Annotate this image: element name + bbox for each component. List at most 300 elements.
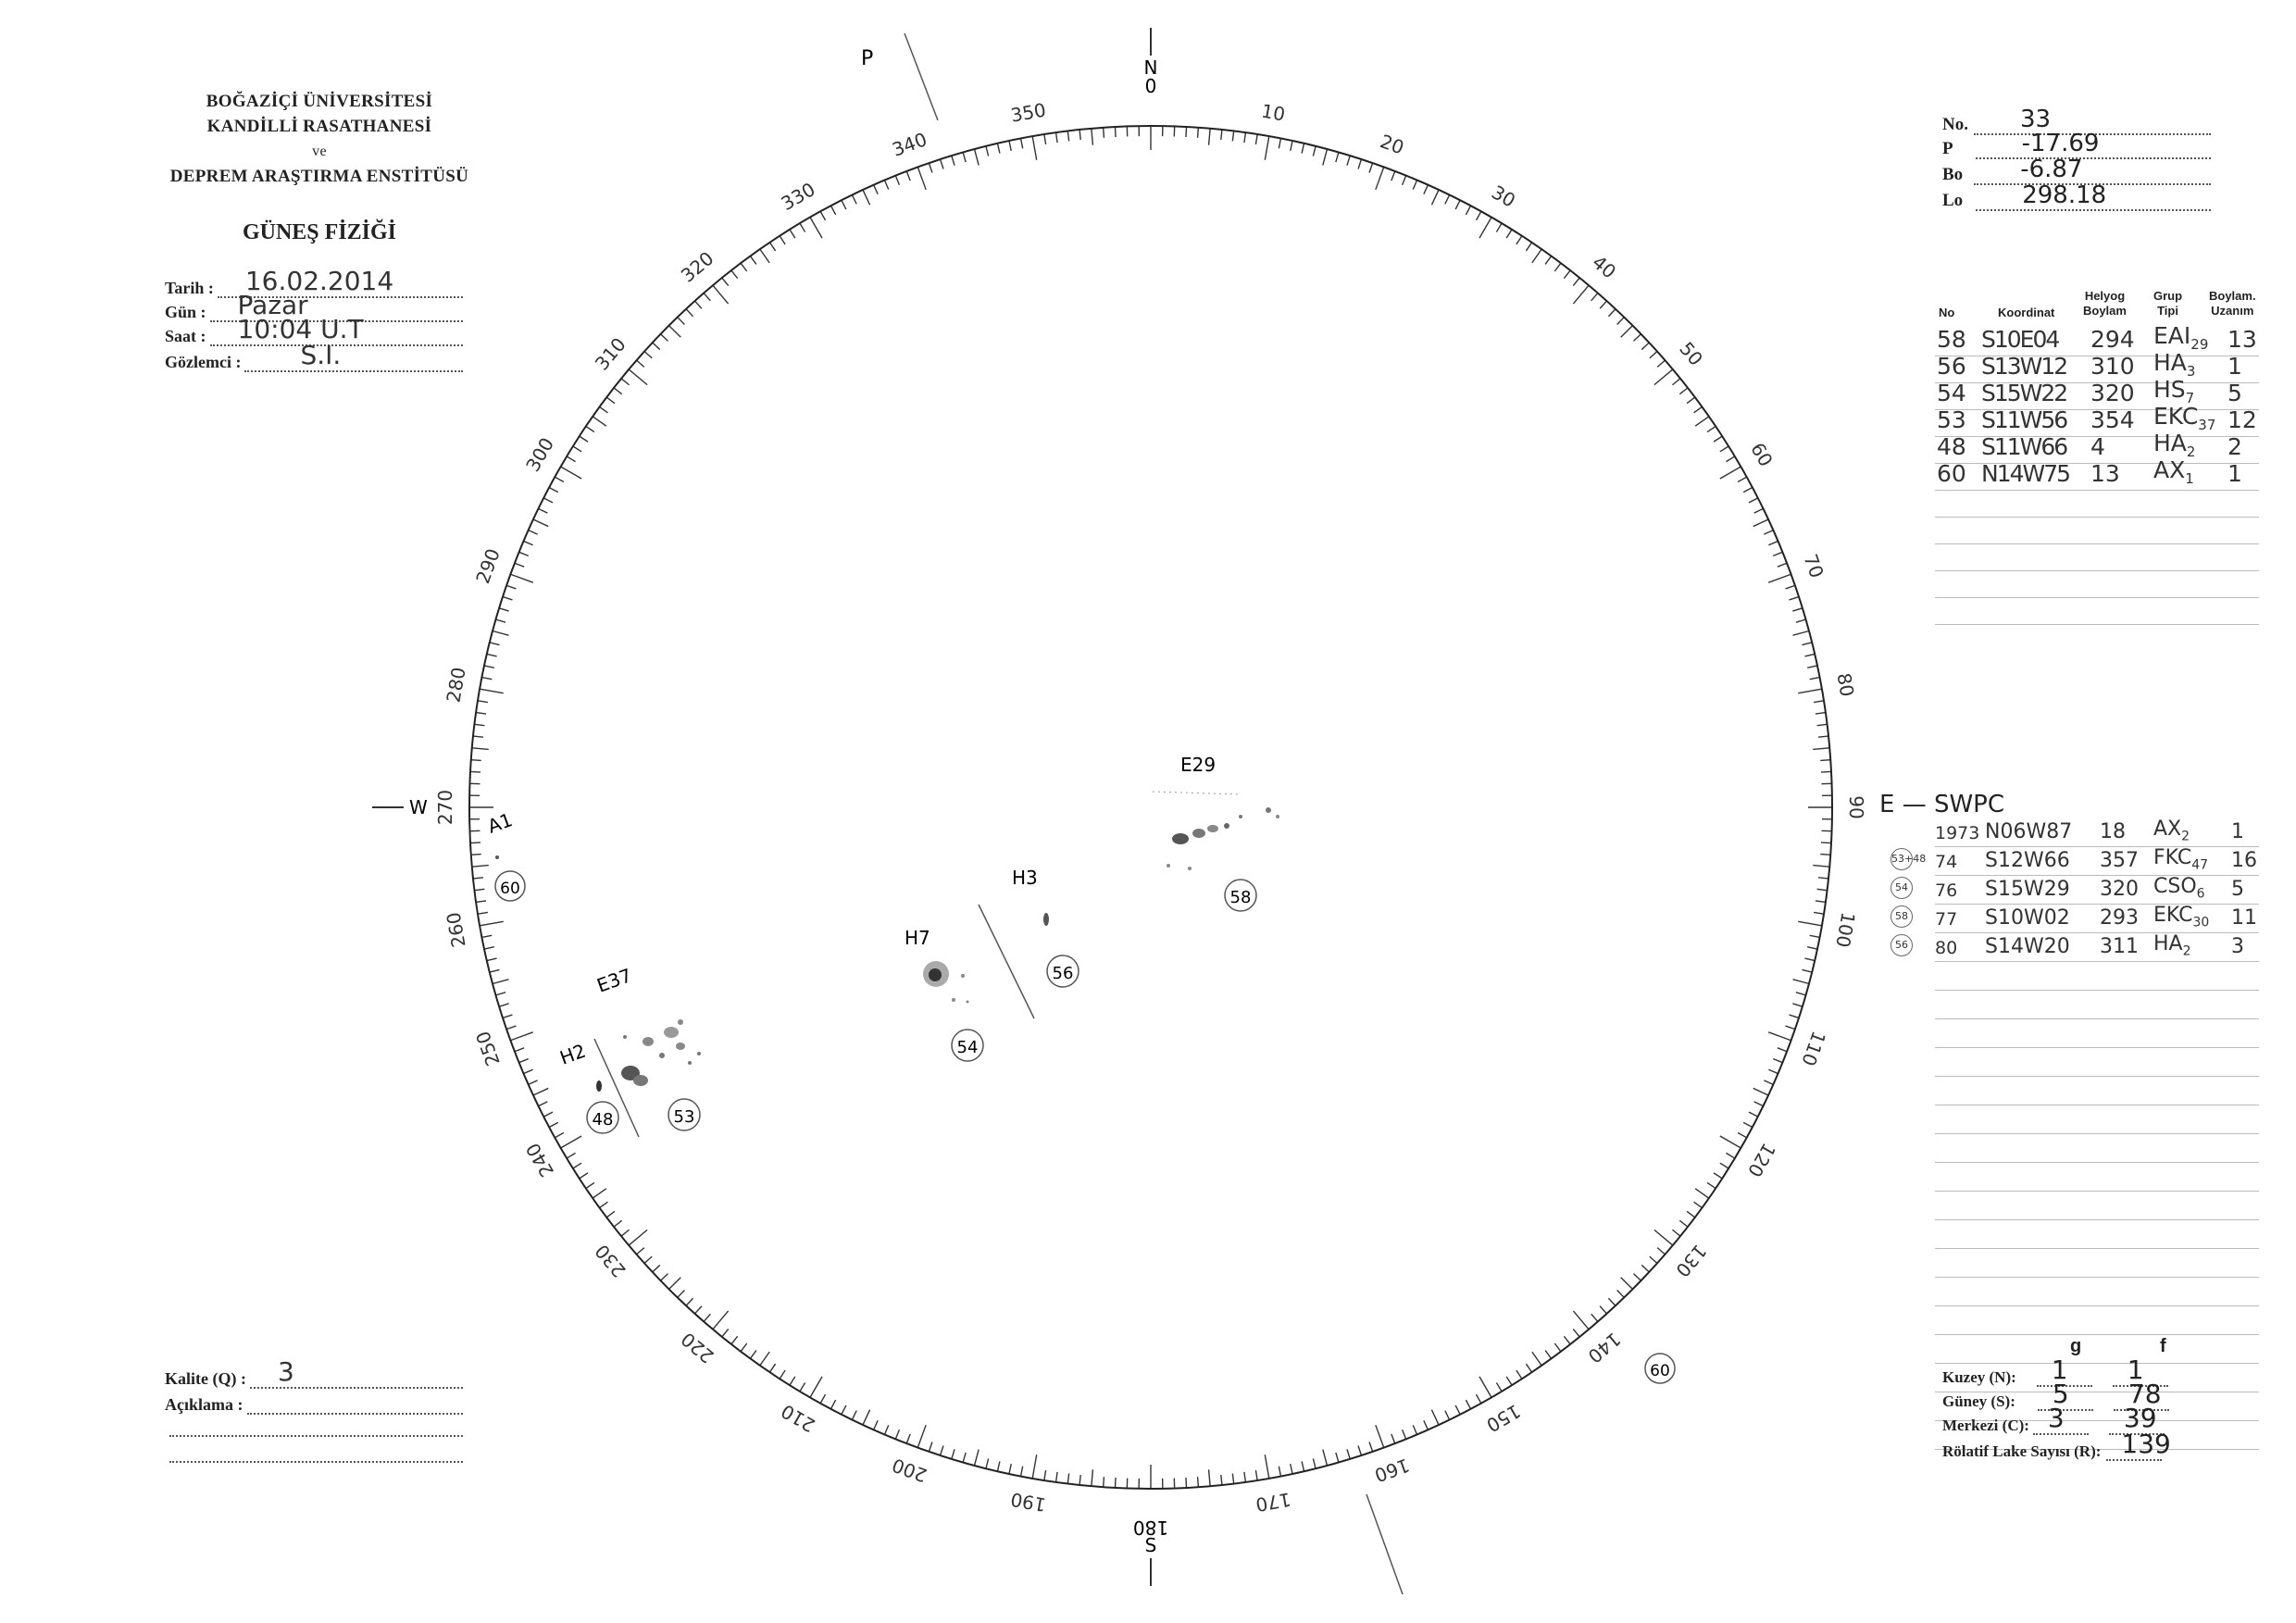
dial-tick	[1707, 426, 1716, 431]
dial-label: 130	[1671, 1240, 1712, 1282]
dial-tick	[1813, 866, 1829, 868]
dial-tick	[1796, 993, 1806, 995]
dial-tick	[580, 436, 588, 442]
param-p-label: P	[1942, 139, 1953, 158]
dial-tick	[1810, 678, 1820, 680]
dial-p-label: P	[861, 47, 874, 70]
dial-tick	[695, 1306, 702, 1314]
swpc-coordinate: S14W20	[1985, 935, 2070, 958]
dial-tick	[1778, 1048, 1787, 1052]
institution-line3: ve	[312, 144, 327, 159]
dial-tick	[1608, 309, 1616, 317]
dial-tick	[863, 1410, 870, 1425]
dial-label: 220	[676, 1328, 718, 1368]
dial-tick	[917, 167, 926, 189]
dial-tick	[986, 1458, 989, 1468]
dial-tick	[1302, 1461, 1304, 1471]
dial-tick	[476, 713, 486, 715]
dial-tick	[614, 1220, 622, 1227]
dial-tick	[621, 379, 630, 385]
dial-tick	[830, 1400, 835, 1409]
dial-tick	[874, 185, 878, 194]
dial-tick	[1056, 132, 1058, 143]
dial-tick	[678, 318, 685, 325]
a1-label: A1	[484, 808, 516, 838]
dial-tick	[1079, 130, 1080, 140]
dial-tick	[760, 249, 769, 263]
dial-tick	[510, 1032, 532, 1041]
dial-tick	[474, 724, 484, 725]
dial-tick	[1476, 211, 1480, 220]
dial-tick	[1768, 541, 1778, 544]
dial-tick	[695, 301, 702, 308]
swpc-type-code: AX	[2153, 817, 2182, 841]
dial-tick	[1657, 360, 1665, 367]
group-extent: 1	[2227, 460, 2242, 487]
dial-tick	[1021, 139, 1023, 149]
dial-tick	[800, 1382, 805, 1391]
dial-tick	[621, 1230, 630, 1236]
dial-label: 10	[1259, 99, 1287, 126]
dial-tick	[606, 397, 615, 404]
group-coordinate: S13W12	[1981, 353, 2067, 380]
dial-tick	[472, 748, 489, 750]
dial-tick	[790, 230, 795, 238]
header-group-2: Tipi	[2157, 304, 2178, 318]
dial-tick	[1600, 1306, 1606, 1314]
swpc-no: 77	[1935, 909, 1958, 930]
group-type-code: HA	[2153, 430, 2187, 456]
dial-tick	[519, 1059, 529, 1063]
group-coordinate: S11W66	[1981, 433, 2067, 460]
param-bo-value: -6.87	[2020, 156, 2083, 183]
param-bo-label: Bo	[1942, 165, 1964, 184]
dial-tick	[1479, 218, 1491, 239]
dial-tick	[1067, 1474, 1068, 1484]
dial-tick	[487, 958, 497, 960]
dial-tick	[471, 760, 481, 761]
dial-tick	[1753, 1088, 1768, 1095]
swpc-spot-count: 47	[2191, 857, 2209, 872]
dial-tick	[1431, 190, 1439, 205]
dial-tick	[1516, 236, 1522, 244]
south-f: 78	[2128, 1379, 2162, 1409]
group-helio-longitude: 4	[2090, 433, 2105, 460]
dial-tick	[484, 666, 494, 668]
dial-tick	[741, 263, 747, 271]
dial-tick	[1403, 1429, 1406, 1439]
swpc-helio-longitude: 320	[2100, 878, 2139, 901]
dial-tick	[1302, 144, 1304, 154]
dial-tick	[1804, 654, 1815, 655]
dial-tick	[1591, 293, 1598, 301]
dial-tick	[852, 1411, 856, 1420]
dial-tick	[629, 369, 647, 385]
dial-tick	[975, 1450, 980, 1466]
dial-tick	[1564, 270, 1570, 279]
dial-tick	[1617, 1291, 1625, 1298]
dial-tick	[1749, 1112, 1758, 1117]
center-f: 39	[2123, 1403, 2157, 1433]
dial-tick	[1186, 127, 1187, 137]
dial-tick	[1431, 1410, 1439, 1425]
dial-tick	[1115, 1478, 1116, 1488]
dial-tick	[1358, 1446, 1361, 1455]
dial-tick	[1009, 1464, 1011, 1474]
dial-tick	[906, 1434, 910, 1443]
dial-tick	[1506, 1377, 1512, 1385]
group-helio-longitude: 310	[2090, 353, 2135, 380]
dial-tick	[1376, 167, 1384, 189]
swpc-type-code: CSO	[2153, 874, 2197, 898]
dial-tick	[503, 597, 512, 600]
dial-tick	[741, 1343, 747, 1352]
dial-tick	[1621, 1278, 1633, 1290]
dial-tick	[1679, 388, 1688, 394]
dial-tick	[1726, 1153, 1734, 1158]
dial-tick	[1291, 1464, 1292, 1474]
swpc-type-code: FKC	[2153, 845, 2192, 869]
dial-tick	[1079, 1475, 1080, 1485]
dial-tick	[478, 912, 488, 914]
dial-tick	[555, 1132, 564, 1137]
dial-tick	[1445, 194, 1450, 204]
dial-tick	[790, 1377, 795, 1385]
dial-tick	[1798, 921, 1822, 926]
group-type-code: HS	[2153, 376, 2186, 403]
e29-label: E29	[1180, 754, 1217, 776]
date-label: Tarih :	[165, 279, 214, 297]
dial-tick	[1347, 156, 1350, 166]
dial-tick	[653, 343, 660, 350]
circle-54: 54	[956, 1038, 979, 1057]
dial-tick	[1634, 1274, 1641, 1281]
dial-tick	[1768, 1069, 1778, 1073]
quality-label: Kalite (Q) :	[165, 1369, 246, 1388]
circle-60-outer: 60	[1650, 1362, 1670, 1380]
dial-tick	[1424, 185, 1428, 194]
dial-tick	[1479, 1377, 1491, 1398]
swpc-spot-count: 2	[2181, 829, 2190, 843]
dial-tick	[1802, 969, 1812, 972]
dial-tick	[515, 563, 524, 567]
dial-tick	[750, 1351, 755, 1359]
dial-tick	[906, 171, 910, 181]
circle-58: 58	[1229, 888, 1252, 907]
dial-label: 170	[1254, 1488, 1293, 1517]
sunspot-group-53-48	[557, 964, 701, 1137]
dial-tick	[1221, 130, 1222, 140]
header-coordinate: Koordinat	[1998, 306, 2055, 319]
dial-tick	[1369, 163, 1373, 172]
dial-tick	[884, 181, 888, 190]
group-type-code: EKC	[2153, 403, 2199, 430]
swpc-coordinate: S10W02	[1985, 906, 2070, 930]
dial-label: 180	[1132, 1517, 1169, 1539]
dial-tick	[586, 1182, 594, 1188]
dial-tick	[480, 689, 504, 693]
swpc-no: 1973	[1935, 823, 1980, 843]
dial-tick	[1764, 1080, 1773, 1084]
dial-tick	[1056, 1472, 1058, 1482]
dial-tick	[1323, 149, 1328, 165]
group-no: 54	[1937, 380, 1966, 406]
dial-tick	[503, 1015, 512, 1017]
dial-tick	[1617, 318, 1625, 325]
dial-tick	[1413, 1425, 1416, 1434]
dial-tick	[1279, 1467, 1280, 1477]
dial-tick	[1232, 1474, 1233, 1484]
dial-tick	[1600, 301, 1606, 308]
dial-tick	[810, 218, 822, 239]
dial-tick	[1376, 1425, 1384, 1447]
north-label: Kuzey (N):	[1942, 1368, 2016, 1386]
institution-line2: KANDİLLİ RASATHANESİ	[206, 117, 432, 136]
dial-tick	[1707, 1182, 1716, 1188]
dial-tick	[506, 1026, 516, 1030]
dial-tick	[997, 144, 999, 154]
dial-tick	[874, 1420, 878, 1429]
dial-tick	[1573, 1311, 1589, 1330]
dial-tick	[524, 541, 533, 544]
swpc-no: 80	[1935, 938, 1958, 958]
group-spot-count: 1	[2185, 470, 2194, 487]
dial-tick	[1591, 1314, 1598, 1321]
dial-tick	[1726, 456, 1734, 462]
dial-tick	[533, 519, 548, 527]
dial-tick	[1186, 1478, 1187, 1488]
dial-tick	[524, 1069, 533, 1073]
dial-tick	[963, 1453, 966, 1463]
swpc-no: 74	[1935, 852, 1958, 872]
dial-tick	[661, 1274, 668, 1281]
dial-s-label: S	[1144, 1534, 1157, 1556]
swpc-label: SWPC	[1933, 791, 2005, 818]
param-no-label: No.	[1942, 115, 1968, 134]
dial-tick	[1391, 171, 1395, 181]
dial-label: 190	[1008, 1488, 1048, 1517]
dial-tick	[1445, 1411, 1450, 1420]
dial-tick	[986, 146, 989, 156]
sunspot-group-54	[905, 927, 983, 1061]
dial-tick	[1092, 129, 1093, 145]
dial-tick	[686, 1298, 693, 1305]
dial-tick	[586, 426, 594, 431]
param-lo-label: Lo	[1942, 191, 1964, 210]
dial-label: 120	[1742, 1139, 1780, 1181]
dial-tick	[1720, 467, 1741, 479]
param-p-value: -17.69	[2021, 130, 2100, 157]
swpc-label-line: E — SWPC	[1879, 791, 2005, 818]
dial-tick	[1554, 1343, 1561, 1352]
dial-tick	[600, 1202, 608, 1207]
group-helio-longitude: 13	[2090, 460, 2120, 487]
dial-tick	[1554, 263, 1561, 271]
dial-tick	[1790, 597, 1799, 600]
group-coordinate: N14W75	[1981, 460, 2070, 487]
r-value: 139	[2121, 1429, 2171, 1459]
dial-tick	[1496, 1382, 1502, 1391]
h2-label: H2	[556, 1039, 589, 1069]
dial-tick	[653, 1265, 660, 1272]
dial-tick	[567, 456, 575, 462]
dial-tick	[1672, 379, 1680, 385]
dial-tick	[1336, 1453, 1339, 1463]
dial-label: 310	[590, 332, 630, 375]
dial-tick	[1391, 1434, 1395, 1443]
dial-tick	[1244, 1472, 1246, 1482]
group-extent: 13	[2227, 326, 2257, 353]
swpc-spot-count: 6	[2196, 886, 2205, 901]
south-label: Güney (S):	[1942, 1392, 2015, 1410]
group-spot-count: 7	[2185, 390, 2195, 406]
h7-label: H7	[905, 927, 930, 949]
dial-tick	[555, 477, 564, 481]
dial-tick	[1694, 406, 1703, 412]
dial-tick	[490, 969, 500, 972]
time-label: Saat :	[165, 327, 206, 345]
north-g: 1	[2051, 1355, 2068, 1385]
dial-label: 70	[1799, 551, 1828, 581]
dial-tick	[863, 190, 870, 205]
dial-w-label: W	[409, 796, 428, 818]
dial-tick	[1754, 508, 1764, 513]
swpc-type-code: HA	[2153, 931, 2183, 955]
dial-tick	[661, 334, 668, 342]
dial-label: 150	[1482, 1399, 1525, 1437]
header-helio-1: Helyog	[2084, 289, 2126, 303]
f-header: f	[2160, 1336, 2166, 1356]
dial-tick	[1347, 1449, 1350, 1459]
dial-tick	[1778, 563, 1787, 567]
group-spot-count: 3	[2186, 363, 2196, 380]
dial-label: 200	[889, 1454, 930, 1487]
dial-tick	[852, 194, 856, 204]
dial-tick	[1654, 369, 1673, 385]
dial-tick	[997, 1461, 999, 1471]
dial-tick	[1790, 1015, 1799, 1017]
dial-label: 30	[1487, 181, 1520, 212]
dial-tick	[1816, 713, 1826, 715]
group-coordinate: S11W56	[1981, 406, 2067, 433]
dial-tick	[472, 866, 489, 868]
dial-label: 40	[1588, 250, 1621, 283]
dial-tick	[644, 352, 652, 358]
dial-tick	[1526, 1364, 1531, 1372]
dial-tick	[561, 1136, 582, 1148]
dial-tick	[1545, 1351, 1551, 1359]
quality-value: 3	[277, 1356, 294, 1387]
dial-tick	[895, 176, 899, 185]
dial-tick	[1532, 1352, 1541, 1366]
dial-tick	[941, 1446, 943, 1455]
dial-tick	[1743, 1122, 1753, 1127]
dial-tick	[1650, 352, 1657, 358]
p-axis-top	[905, 33, 938, 120]
dial-tick	[1654, 1230, 1673, 1245]
dial-tick	[1798, 689, 1822, 693]
group-helio-longitude: 320	[2090, 380, 2135, 406]
swpc-helio-longitude: 311	[2100, 935, 2139, 958]
dial-tick	[543, 1112, 553, 1117]
dial-tick	[1810, 935, 1820, 937]
dial-tick	[713, 1311, 729, 1330]
group-spot-count: 37	[2198, 417, 2216, 433]
header-extent-2: Uzanım	[2211, 304, 2254, 318]
dial-tick	[1476, 1394, 1480, 1404]
dial-tick	[1403, 176, 1406, 185]
dial-tick	[1198, 128, 1199, 138]
swpc-no: 76	[1935, 880, 1958, 901]
group-spot-count: 2	[2186, 443, 2196, 460]
dial-tick	[515, 1048, 524, 1052]
dial-label: 330	[777, 178, 819, 216]
swpc-extent: 5	[2231, 878, 2244, 901]
dial-tick	[567, 1153, 575, 1158]
dial-tick	[1413, 181, 1416, 190]
dial-tick	[1687, 397, 1695, 404]
dial-tick	[1209, 1469, 1211, 1486]
dial-label: 80	[1832, 671, 1859, 699]
group-spot-count: 29	[2190, 336, 2209, 353]
dial-tick	[1265, 136, 1269, 160]
center-g: 3	[2047, 1403, 2065, 1433]
dial-tick	[1816, 901, 1826, 903]
observer-label: Gözlemci :	[165, 353, 242, 371]
swpc-coordinate: N06W87	[1985, 820, 2073, 843]
dial-tick	[731, 1336, 738, 1344]
dial-tick	[810, 1377, 822, 1398]
dial-tick	[614, 388, 622, 394]
circle-56: 56	[1052, 964, 1074, 983]
dial-tick	[704, 293, 710, 301]
circle-53: 53	[673, 1107, 695, 1127]
dial-tick	[1573, 285, 1589, 304]
dial-tick	[669, 1278, 681, 1290]
dial-tick	[1820, 760, 1830, 761]
dial-tick	[713, 285, 729, 304]
group-coordinate: S15W22	[1981, 380, 2067, 406]
dial-label: 60	[1746, 438, 1778, 471]
dial-tick	[1792, 608, 1803, 611]
dial-tick	[1818, 878, 1828, 879]
dial-tick	[1687, 1211, 1695, 1217]
dial-tick	[704, 1314, 710, 1321]
dial-tick	[1506, 230, 1512, 238]
dial-tick	[1358, 159, 1361, 169]
dial-tick	[884, 1425, 888, 1434]
swpc-spot-count: 30	[2192, 915, 2210, 930]
dial-tick	[1802, 643, 1812, 645]
dial-label: 320	[676, 246, 718, 287]
swpc-ref: 58	[1890, 905, 1913, 928]
dial-tick	[1044, 1470, 1046, 1480]
swpc-helio-longitude: 18	[2100, 820, 2126, 843]
dial-tick	[474, 889, 484, 890]
dial-tick	[1807, 666, 1817, 668]
dial-tick	[769, 243, 775, 251]
param-lo-value: 298.18	[2022, 181, 2107, 209]
circle-48: 48	[592, 1110, 614, 1130]
dial-tick	[1209, 129, 1211, 145]
dial-tick	[473, 878, 483, 879]
swpc-extent: 11	[2231, 906, 2257, 930]
group-type-code: HA	[2153, 349, 2187, 376]
dial-tick	[1672, 1230, 1680, 1236]
dial-tick	[1244, 132, 1246, 143]
dial-tick	[820, 1394, 825, 1404]
dial-tick	[1545, 256, 1551, 265]
